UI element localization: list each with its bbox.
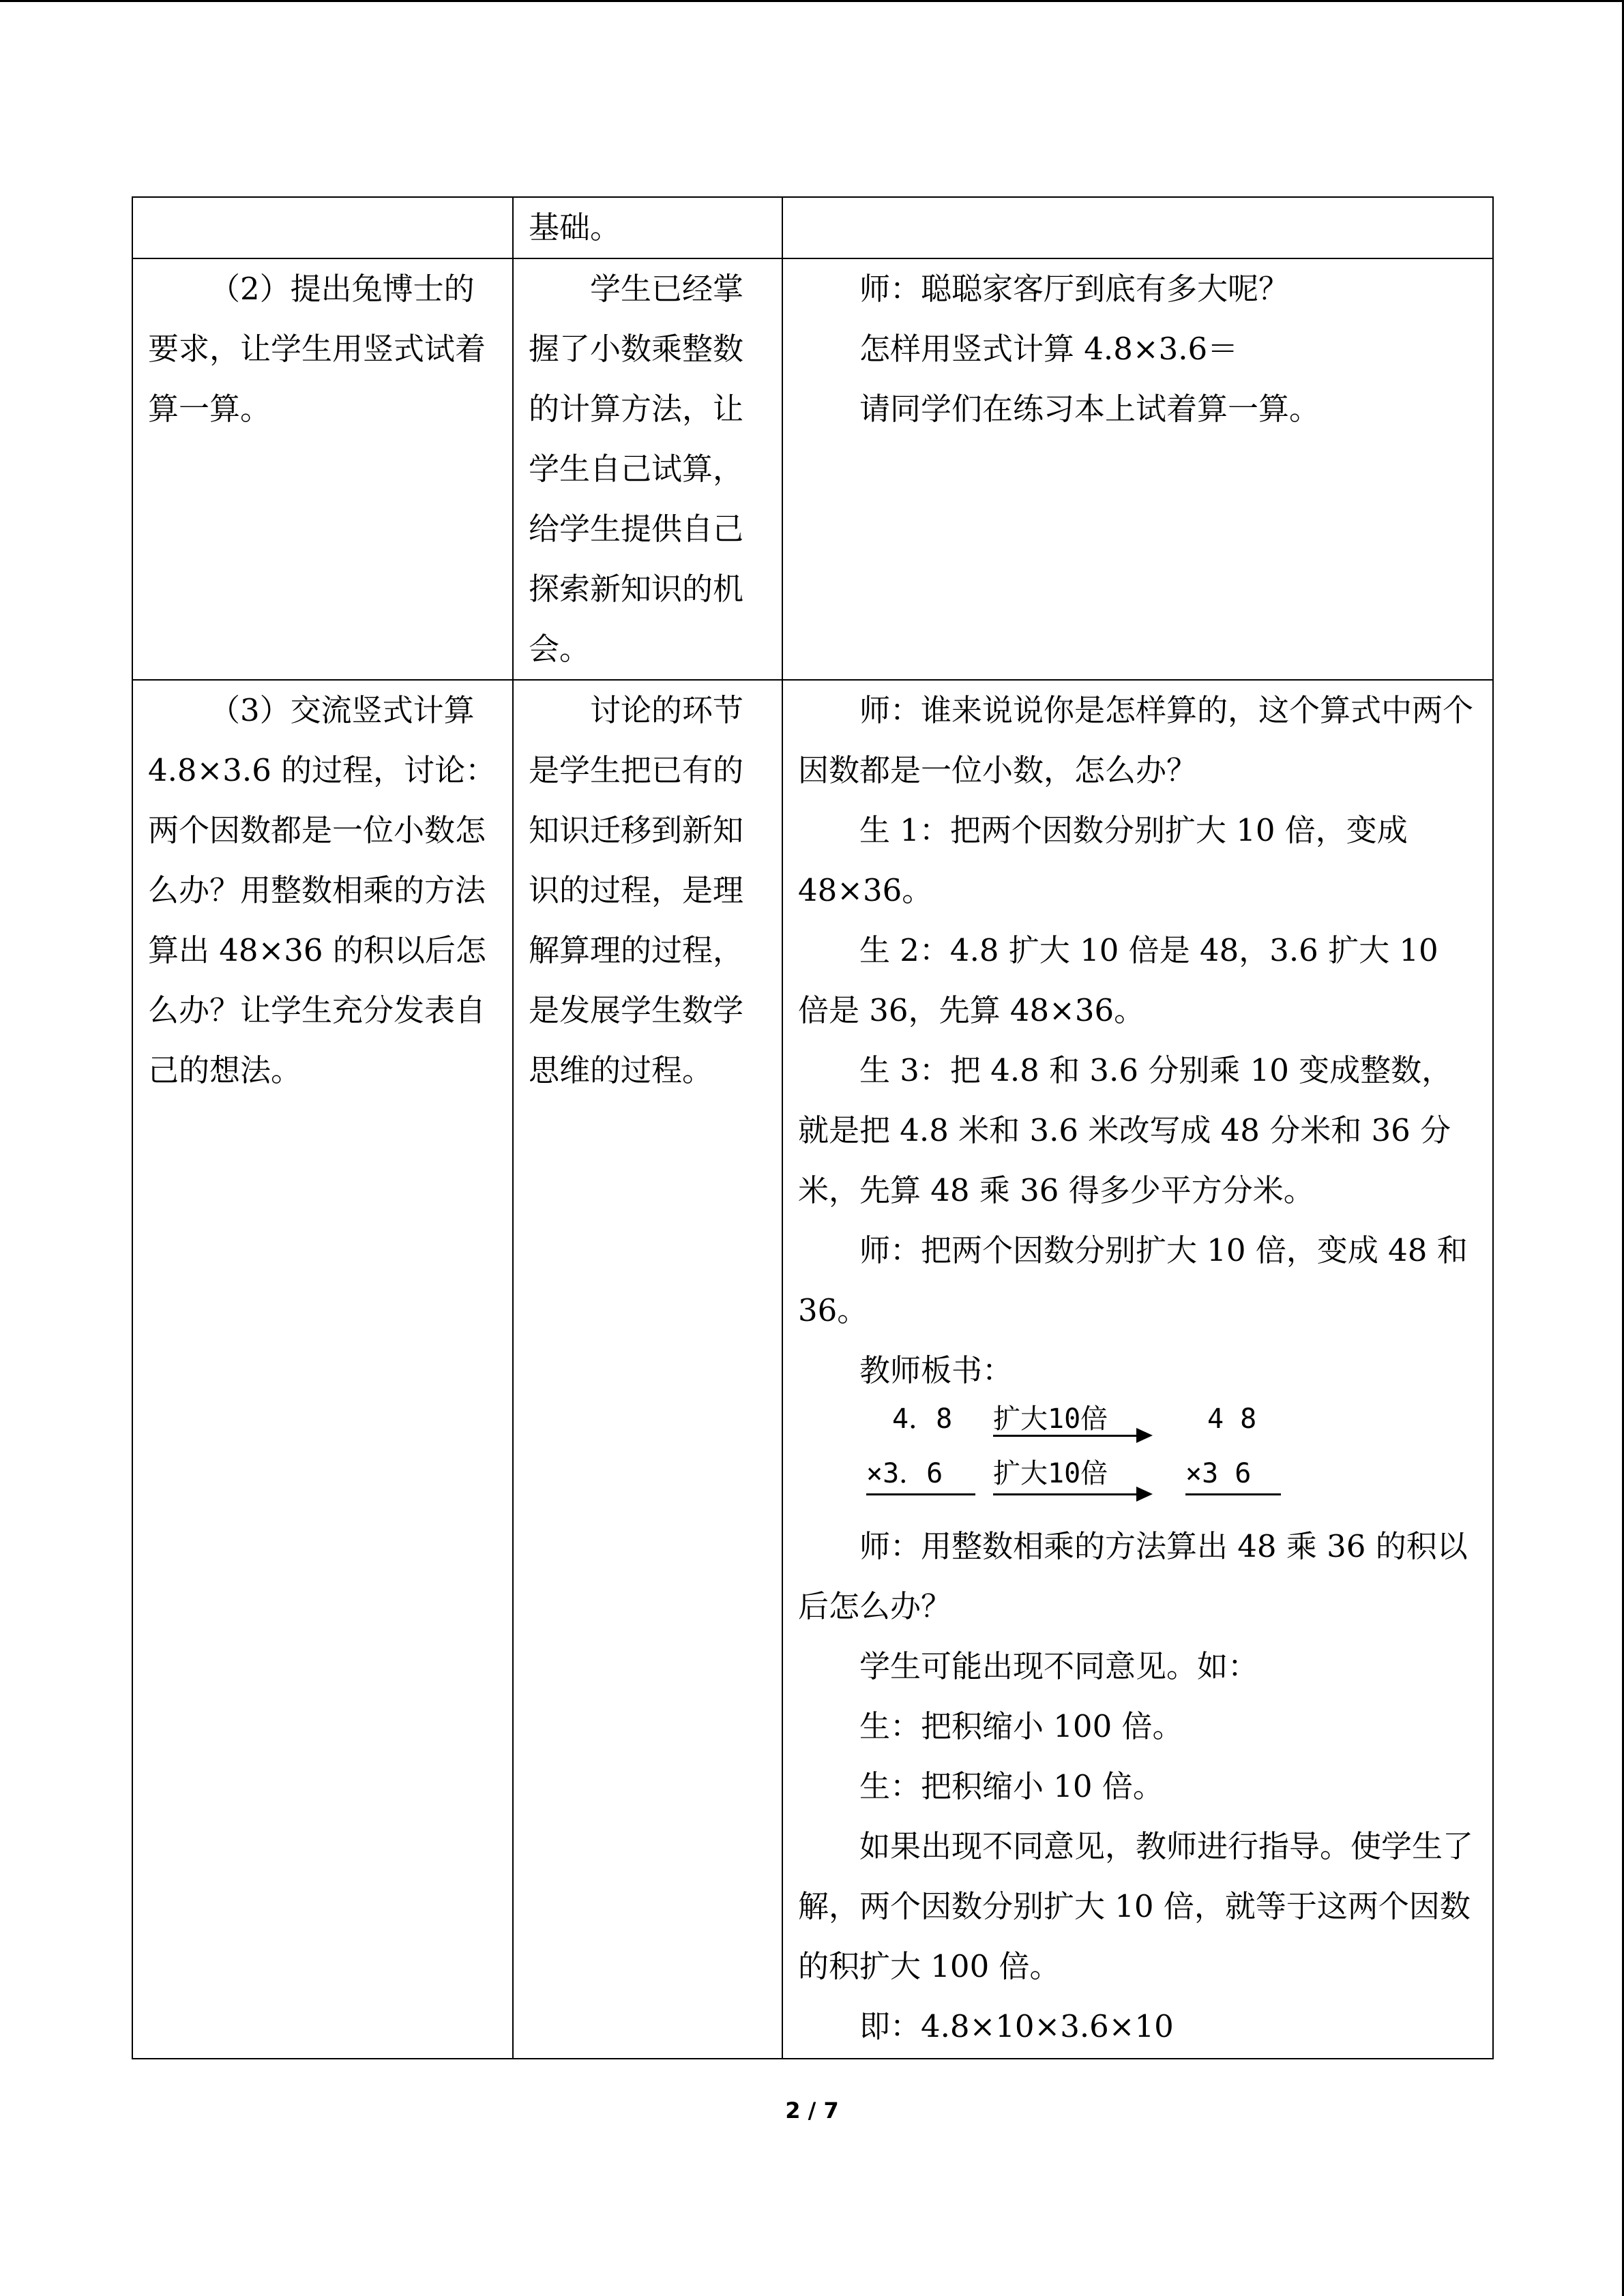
board-factor-1: 4．8 (892, 1403, 953, 1435)
paragraph: 即：4.8×10×3.6×10 (859, 2008, 1174, 2044)
paragraph: 如果出现不同意见，教师进行指导。使学生了解，两个因数分别扩大 10 倍，就等于这两个因数的积扩大 100 倍。 (798, 1828, 1474, 1984)
paragraph: 生：把积缩小 100 倍。 (859, 1708, 1183, 1744)
cell-dialogue (782, 197, 1493, 258)
board-factor-2: ×3．6 (866, 1458, 943, 1489)
blackboard-diagram (798, 1401, 1477, 1517)
underline (866, 1493, 975, 1495)
board-enlarge-label-2: 扩大10倍 (993, 1458, 1108, 1489)
arrow-line (993, 1435, 1138, 1437)
paragraph: 怎样用竖式计算 4.8×3.6＝ (859, 331, 1239, 367)
cell-intent (513, 680, 782, 2059)
board-result-2: ×3 6 (1185, 1458, 1252, 1489)
board-enlarge-label-1: 扩大10倍 (993, 1403, 1108, 1435)
paragraph: （3）交流竖式计算 4.8×3.6 的过程，讨论：两个因数都是一位小数怎么办？用整数相乘的方法算出 48×36 的积以后怎么办？让学生充分发表自己的想法。 (148, 692, 497, 1088)
cell-dialogue (782, 680, 1493, 2059)
paragraph: 生 3：把 4.8 和 3.6 分别乘 10 变成整数，就是把 4.8 米和 3.6 米改写成 48 分米和 36 分米，先算 48 乘 36 得多少平方分米。 (798, 1052, 1453, 1208)
paragraph: （2）提出兔博士的要求，让学生用竖式试着算一算。 (148, 271, 486, 427)
paragraph: 生 2：4.8 扩大 10 倍是 48，3.6 扩大 10 倍是 36，先算 48×36。 (798, 932, 1438, 1028)
paragraph: 师：谁来说说你是怎样算的，这个算式中两个因数都是一位小数，怎么办？ (798, 692, 1474, 788)
table-row (132, 197, 1493, 258)
paragraph: 基础。 (529, 209, 621, 245)
page-top-border (0, 0, 1624, 2)
cell-dialogue (782, 258, 1493, 680)
paragraph: 师：把两个因数分别扩大 10 倍，变成 48 和 36。 (798, 1232, 1468, 1328)
page-number: 2 / 7 (785, 2098, 839, 2123)
cell-process (132, 258, 513, 680)
cell-intent (513, 258, 782, 680)
paragraph: 学生已经掌握了小数乘整数的计算方法，让学生自己试算，给学生提供自己探索新知识的机会。 (529, 271, 744, 667)
paragraph: 生：把积缩小 10 倍。 (859, 1768, 1164, 1804)
paragraph: 教师板书： (859, 1352, 1014, 1388)
board-result-1: 4 8 (1207, 1403, 1257, 1435)
underline (1185, 1493, 1281, 1495)
table-row (132, 680, 1493, 2059)
lesson-plan-table (132, 196, 1494, 2059)
cell-process (132, 197, 513, 258)
paragraph: 请同学们在练习本上试着算一算。 (859, 391, 1320, 427)
arrow-right-icon (1136, 1428, 1153, 1443)
paragraph: 师：用整数相乘的方法算出 48 乘 36 的积以后怎么办？ (798, 1528, 1468, 1624)
cell-process (132, 680, 513, 2059)
arrow-right-icon (1136, 1487, 1153, 1502)
paragraph: 讨论的环节是学生把已有的知识迁移到新知识的过程，是理解算理的过程，是发展学生数学思维的过程。 (529, 692, 744, 1088)
paragraph: 生 1：把两个因数分别扩大 10 倍，变成 48×36。 (798, 812, 1408, 908)
paragraph: 师：聪聪家客厅到底有多大呢？ (859, 271, 1290, 307)
paragraph: 学生可能出现不同意见。如： (859, 1648, 1259, 1684)
cell-intent (513, 197, 782, 258)
table-row (132, 258, 1493, 680)
arrow-line (993, 1493, 1138, 1495)
